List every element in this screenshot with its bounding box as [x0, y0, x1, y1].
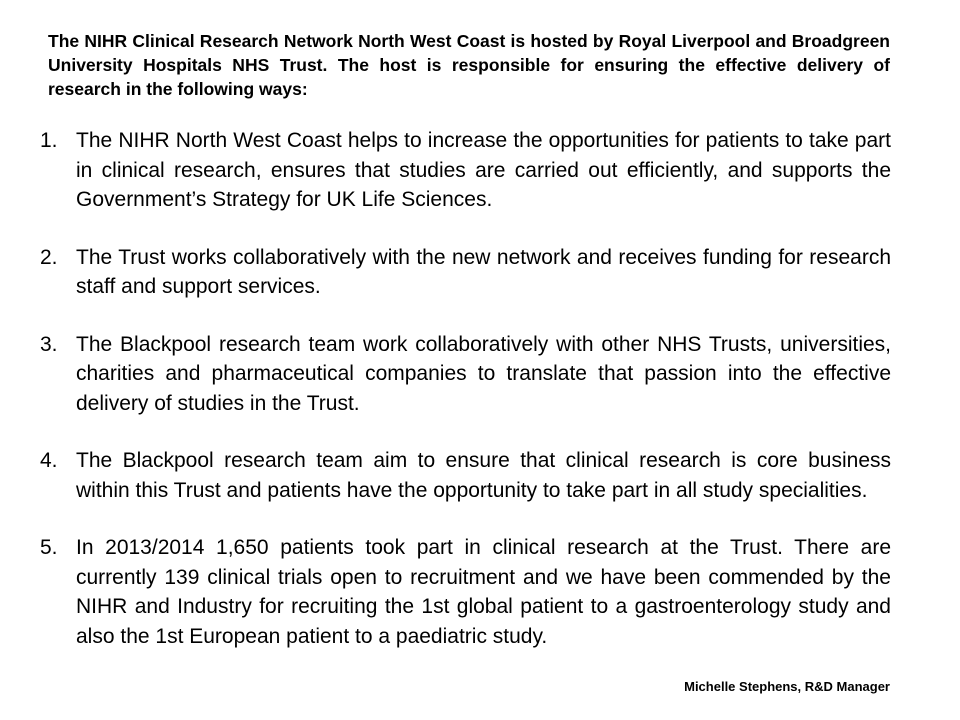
list-item [0, 126, 960, 215]
list-item [0, 330, 960, 419]
intro-paragraph: The NIHR Clinical Research Network North West Coast is hosted by Royal Liverpool and Broadgreen University Hospitals NHS Trust. The host is responsible for ensuring the effective delivery of research in the following ways: [48, 31, 890, 99]
list-item-number: 1. [40, 129, 58, 152]
list-item-number: 3. [40, 332, 58, 356]
list-item [0, 533, 960, 651]
author-signature: Michelle Stephens, R&D Manager [684, 679, 890, 694]
list-item-text: The Blackpool research team aim to ensure that clinical research is core business within this Trust and patients have the opportunity to take part in all study specialities. [76, 449, 891, 502]
list-item-text: The Trust works collaboratively with the new network and receives funding for research staff and support services. [76, 245, 891, 298]
list-item-text: The Blackpool research team work collaboratively with other NHS Trusts, universities, charities and pharmaceutical companies to translate that passion into the effective delivery of studies in the Trust. [76, 332, 891, 415]
list-item [0, 446, 960, 505]
numbered-list [0, 126, 960, 679]
list-item-number: 4. [40, 449, 58, 472]
list-item-text: In 2013/2014 1,650 patients took part in clinical research at the Trust. There are currently 139 clinical trials open to recruitment and we have been commended by the NIHR and Industry for recruiting the 1st global patient to a gastroenterology study and also the 1st European patient to a paediatric study. [76, 536, 891, 648]
list-item-number: 5. [40, 536, 58, 559]
list-item-number: 2. [40, 245, 58, 269]
list-item-text: The NIHR North West Coast helps to increase the opportunities for patients to take part in clinical research, ensures that studies are carried out efficiently, and supports the Government’s Strategy for UK Life Sciences. [76, 129, 891, 211]
list-item [0, 243, 960, 302]
